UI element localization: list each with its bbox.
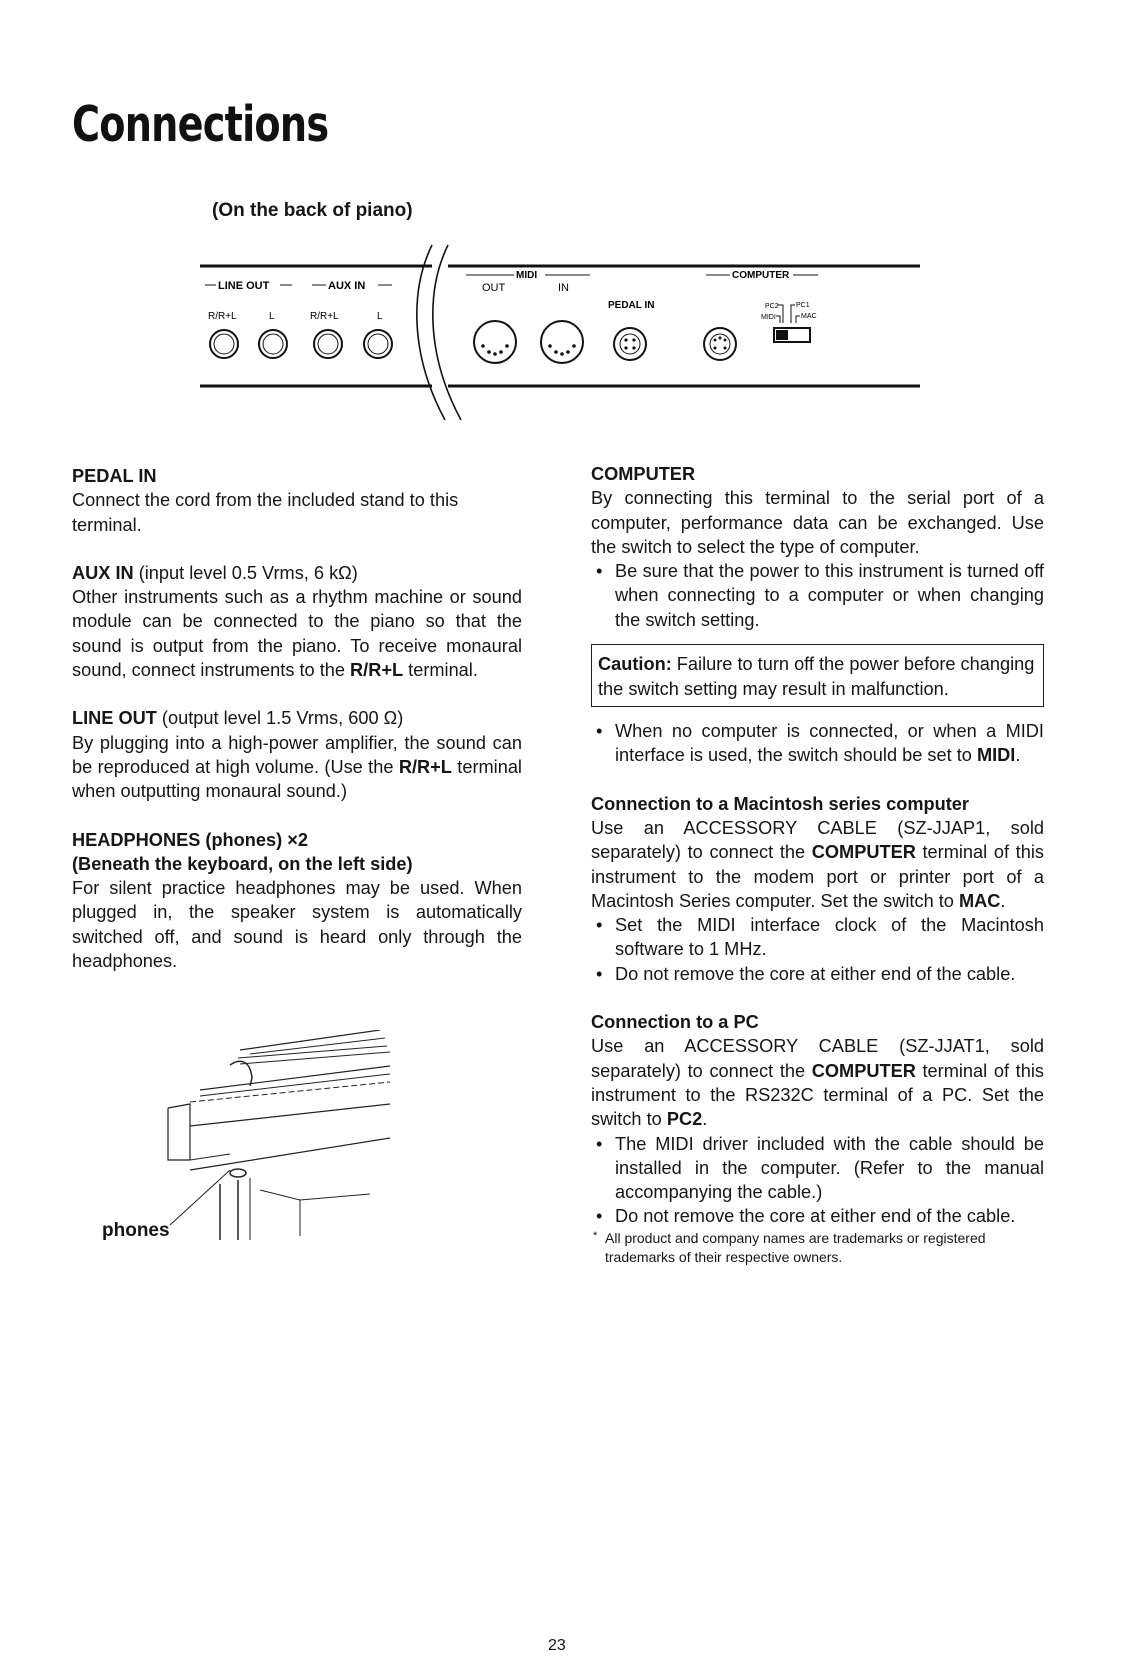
headphones-heading: HEADPHONES (phones) ×2 (72, 829, 308, 850)
aux-in-rl-label: R/R+L (310, 311, 339, 322)
midi-label: MIDI (516, 270, 538, 281)
pedal-in-heading: PEDAL IN (72, 466, 157, 486)
line-out-l-label: L (269, 311, 275, 322)
switch-midi-label: MIDI (761, 314, 776, 321)
headphones-location: (Beneath the keyboard, on the left side) (72, 853, 413, 874)
pc-heading: Connection to a PC (591, 1012, 759, 1033)
phones-jack-icon (230, 1169, 246, 1177)
caution-text: Failure to turn off the power before changing the switch setting may result in malfunction. (598, 654, 1035, 699)
back-panel-diagram (200, 245, 920, 420)
midi-out-jack (474, 321, 516, 363)
caution-box (591, 644, 1044, 707)
phones-label: phones (102, 1220, 170, 1241)
computer-label: COMPUTER (732, 270, 790, 281)
mac-bullet: • Do not remove the core at either end of the cable. (591, 962, 1044, 986)
aux-in-label: AUX IN (328, 280, 366, 292)
switch-pc2-label: PC2 (765, 303, 779, 310)
pc-text: Use an ACCESSORY CABLE (SZ-JJAT1, sold separately) to connect the COMPUTER terminal of this instrument to the RS232C terminal of a PC. Set the switch to PC2. (591, 1036, 1044, 1130)
page-number: 23 (548, 1637, 566, 1654)
pc-bullet: • The MIDI driver included with the cable should be installed in the computer. (Refer to the manual accompanying the cable.) (591, 1132, 1044, 1205)
switch-mac-label: MAC (801, 313, 817, 320)
pc-bullet: • Do not remove the core at either end of the cable. (591, 1204, 1044, 1228)
computer-jack (704, 328, 736, 360)
switch-pc1-label: PC1 (796, 302, 810, 309)
pedal-in-jack (614, 328, 646, 360)
pedal-in-text: Connect the cord from the included stand to this terminal. (72, 490, 459, 535)
pedal-in-label: PEDAL IN (608, 300, 655, 311)
aux-in-heading: AUX IN (72, 562, 134, 583)
mac-bullets (591, 913, 1044, 986)
panel-subtitle: (On the back of piano) (212, 200, 413, 221)
left-column (72, 464, 522, 973)
pc-bullets (591, 1132, 1044, 1229)
midi-in-jack (541, 321, 583, 363)
midi-bullets (591, 719, 1044, 768)
bullet-power: • Be sure that the power to this instrument is turned off when connecting to a computer or when changing the switch setting. (591, 559, 1044, 632)
line-out-label: LINE OUT (218, 280, 270, 292)
computer-heading: COMPUTER (591, 464, 696, 484)
computer-text: By connecting this terminal to the serial port of a computer, performance data can be exchanged. Use the switch to select the type of computer. (591, 488, 1044, 557)
midi-in-label: IN (558, 282, 569, 294)
page-title: Connections (72, 96, 329, 153)
mac-text: Use an ACCESSORY CABLE (SZ-JJAP1, sold separately) to connect the COMPUTER terminal of this instrument to the modem port or printer port of a Macintosh Series computer. Set the switch to MAC. (591, 817, 1044, 911)
computer-bullets (591, 559, 1044, 632)
line-out-rl-label: R/R+L (208, 311, 237, 322)
aux-in-l-label: L (377, 311, 383, 322)
headphones-illustration (90, 1030, 410, 1250)
line-out-heading-line (72, 706, 522, 730)
right-column (591, 462, 1044, 1267)
line-out-text: By plugging into a high-power amplifier, the sound can be reproduced at high volume. (Use the R/R+L terminal when outputting monaural sound.) (72, 732, 522, 802)
trademark-footnote: * All product and company names are trademarks or registered trademarks of their respective owners. (591, 1229, 1044, 1267)
midi-out-label: OUT (482, 282, 506, 294)
line-out-spec: (output level 1.5 Vrms, 600 Ω) (156, 708, 404, 729)
mac-bullet: • Set the MIDI interface clock of the Macintosh software to 1 MHz. (591, 913, 1044, 962)
line-out-heading: LINE OUT (72, 708, 157, 729)
aux-in-text: Other instruments such as a rhythm machine or sound module can be connected to the piano so that the sound is output from the piano. To receive monaural sound, connect instruments to the R/R+L terminal. (72, 587, 522, 681)
mac-heading: Connection to a Macintosh series computer (591, 793, 969, 814)
aux-in-spec: (input level 0.5 Vrms, 6 kΩ) (133, 562, 358, 583)
bullet-midi: • When no computer is connected, or when a MIDI interface is used, the switch should be set to MIDI. (591, 719, 1044, 768)
caution-label: Caution: (598, 654, 672, 675)
aux-in-heading-line (72, 561, 522, 585)
headphones-text: For silent practice headphones may be used. When plugged in, the speaker system is automatically switched off, and sound is heard only through the headphones. (72, 878, 522, 972)
